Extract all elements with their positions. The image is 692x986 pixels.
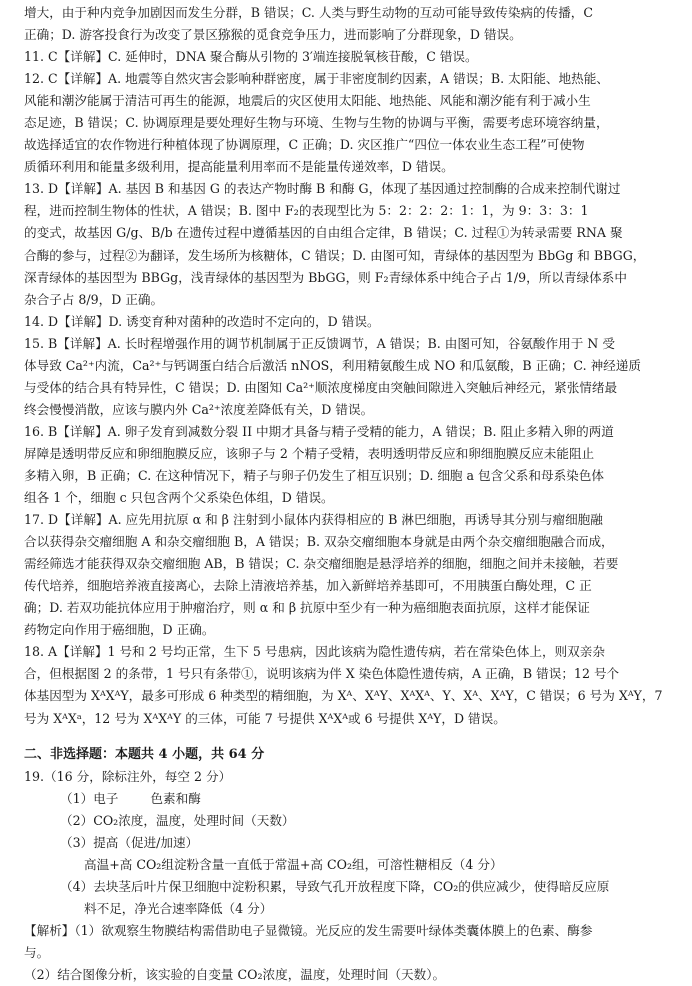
answer-line: 质循环利用和能量多级利用，提高能量利用率而不是能量传递效率，D 错误。 [24, 159, 454, 175]
answer-line: 风能和潮汐能属于清洁可再生的能源，地震后的灾区使用太阳能、地热能、风能和潮汐能有利于减小生 [24, 93, 591, 109]
q19-answer-2: （2）CO₂浓度，温度，处理时间（天数） [60, 812, 295, 828]
section-title: 二、非选择题：本题共 4 小题，共 64 分 [24, 746, 265, 762]
answer-line: 号为 XᴬXᵃ，12 号为 XᴬXᴬY 的三体，可能 7 号提供 XᴬXᴬ或 6 号提供 XᴬY，D 错误。 [24, 710, 506, 726]
answer-line: 13. D【详解】A. 基因 B 和基因 G 的表达产物时酶 B 和酶 G，体现了基因通过控制酶的合成来控制代谢过 [24, 181, 621, 197]
answer-line: 14. D【详解】D. 诱变育种对菌种的改造时不定向的，D 错误。 [24, 313, 380, 329]
answer-line: 正确；D. 游客投食行为改变了景区猕猴的觅食竞争压力，进而影响了分群现象，D 错误。 [24, 27, 522, 43]
answer-line: 与受体的结合具有特异性，C 错误；D. 由图知 Ca²⁺顺浓度梯度由突触间隙进入突触后神经元，紧张情绪最 [24, 379, 618, 395]
answer-line: 合，但根据图 2 的条带，1 号只有条带①，说明该病为伴 X 染色体隐性遗传病，A 正确，B 错误；12 号个 [24, 666, 620, 682]
answer-line: 多精入卵，B 正确；C. 在这种情况下，精子与卵子仍发生了相互识别；D. 细胞 a 包含父系和母系染色体 [24, 467, 604, 483]
answer-line: 12. C【详解】A. 地震等自然灾害会影响种群密度，属于非密度制约因素，A 错误；B. 太阳能、地热能、 [24, 71, 609, 87]
answer-line: 体基因型为 XᴬXᴬY，最多可形成 6 种类型的精细胞，为 Xᴬ、XᴬY、XᴬXᴬ、Y、Xᴬ、XᴬY，C 错误；6 号为 XᴬY，7 [24, 688, 663, 704]
q19-analysis-1: 【解析】（1）欲观察生物膜结构需借助电子显微镜。光反应的发生需要叶绿体类囊体膜上的色素、酶参 [24, 922, 593, 938]
q19-answer-4-cont: 料不足，净光合速率降低（4 分） [84, 900, 273, 916]
answer-line: 组各 1 个，细胞 c 只包含两个父系染色体组，D 错误。 [24, 490, 334, 506]
q19-answer-1: （1）电子 色素和酶 [60, 790, 201, 806]
answer-line: 15. B【详解】A. 长时程增强作用的调节机制属于正反馈调节，A 错误；B. 由图可知，谷氨酸作用于 N 受 [24, 335, 615, 351]
answer-line: 17. D【详解】A. 应先用抗原 α 和 β 注射到小鼠体内获得相应的 B 淋巴细胞，再诱导其分别与瘤细胞融 [24, 512, 603, 528]
answer-line: 药物定向作用于癌细胞，D 正确。 [24, 622, 215, 638]
answer-line: 体导致 Ca²⁺内流，Ca²⁺与钙调蛋白结合后激活 nNOS，利用精氨酸生成 NO 和瓜氨酸，B 正确；C. 神经递质 [24, 357, 641, 373]
answer-lines [24, 2, 668, 730]
q19-answer-3-detail: 高温+高 CO₂组淀粉含量一直低于常温+高 CO₂组，可溶性糖相反（4 分） [84, 856, 503, 872]
answer-line: 确；D. 若双功能抗体应用于肿瘤治疗，则 α 和 β 抗原中至少有一种为癌细胞表面抗原，这样才能保证 [24, 600, 590, 616]
q19-answer-3: （3）提高（促进/加速） [60, 834, 199, 850]
q19-header: 19.（16 分，除标注外，每空 2 分） [24, 768, 232, 784]
q19-analysis-2: （2）结合图像分析，该实验的自变量 CO₂浓度，温度，处理时间（天数）。 [24, 966, 446, 982]
answer-line: 杂合子占 8/9，D 正确。 [24, 291, 164, 307]
answer-line: 的变式，故基因 G/g、B/b 在遗传过程中遵循基因的自由组合定律，B 错误；C. 过程①为转录需要 RNA 聚 [24, 225, 623, 241]
q19-analysis-1-cont: 与。 [24, 944, 50, 960]
q19-answer-4: （4）去块茎后叶片保卫细胞中淀粉积累，导致气孔开放程度下降，CO₂的供应减少，使得暗反应原 [60, 878, 610, 894]
answer-line: 程，进而控制生物体的性状，A 错误；B. 图中 F₂的表现型比为 5：2：2：2：1：1，为 9：3：3：1 [24, 203, 589, 219]
answer-line: 态足迹，B 错误；C. 协调原理是要处理好生物与环境、生物与生物的协调与平衡，需要考虑环境容纳量， [24, 115, 609, 131]
answer-line: 合酶的参与，过程②为翻译，发生场所为核糖体，C 错误；D. 由图可知，青绿体的基因型为 BbGg 和 BBGG， [24, 247, 646, 263]
section-gap [24, 730, 668, 744]
answer-line: 11. C【详解】C. 延伸时，DNA 聚合酶从引物的 3′端连接脱氧核苷酸，C 错误。 [24, 49, 478, 65]
answer-line: 16. B【详解】A. 卵子发育到减数分裂 II 中期才具备与精子受精的能力，A 错误；B. 阻止多精入卵的两道 [24, 423, 614, 439]
answer-line: 传代培养，细胞培养液直接离心，去除上清液培养基，加入新鲜培养基即可，不用胰蛋白酶处理，C 正 [24, 578, 592, 594]
answer-line: 需经筛选才能获得双杂交瘤细胞 AB，B 错误；C. 杂交瘤细胞是悬浮培养的细胞，细胞之间并未接触，若要 [24, 556, 619, 572]
answer-line: 终会慢慢消散，应该与膜内外 Ca²⁺浓度差降低有关，D 错误。 [24, 401, 374, 417]
answer-line: 屏障是透明带反应和卵细胞膜反应，该卵子与 2 个精子受精，表明透明带反应和卵细胞膜反应未能阻止 [24, 445, 595, 461]
answer-line: 增大，由于种内竞争加剧因而发生分群，B 错误；C. 人类与野生动物的互动可能导致传染病的传播，C [24, 5, 594, 20]
answer-line: 深青绿体的基因型为 BBGg，浅青绿体的基因型为 BbGG，则 F₂青绿体系中纯合子占 1/9，所以青绿体系中 [24, 269, 627, 285]
answer-line: 18. A【详解】1 号和 2 号均正常，生下 5 号患病，因此该病为隐性遗传病，若在常染色体上，则双亲杂 [24, 644, 605, 660]
answer-line: 合以获得杂交瘤细胞 A 和杂交瘤细胞 B，A 错误；B. 双杂交瘤细胞本身就是由两个杂交瘤细胞融合而成， [24, 534, 614, 550]
answer-line: 故选择适宜的农作物进行种植体现了协调原理，C 正确；D. 灾区推广“四位一体农业生态工程”可使物 [24, 137, 585, 153]
